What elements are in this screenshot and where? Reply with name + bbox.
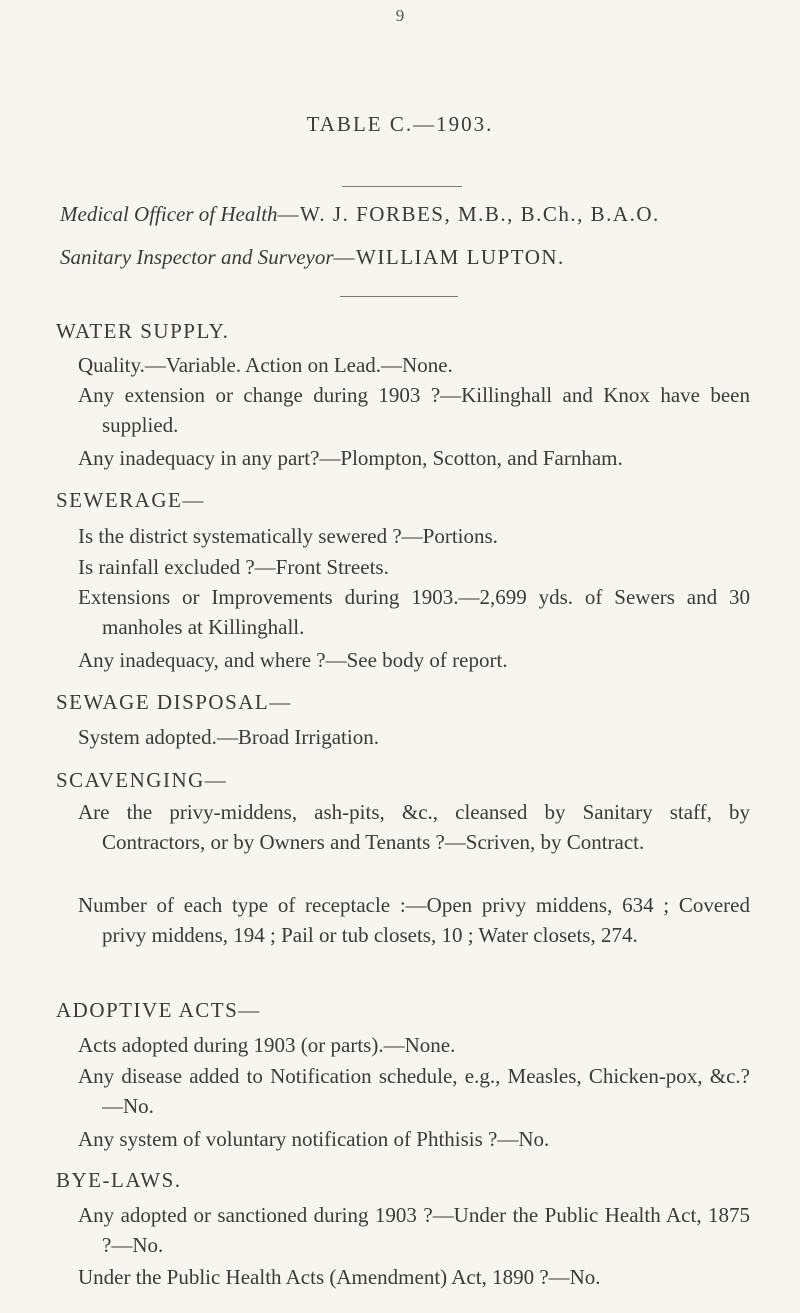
scavenging-cleansing (78, 797, 750, 857)
medical-officer-role: Medical Officer of Health (60, 202, 278, 226)
sanitary-inspector-name: —WILLIAM LUPTON. (333, 245, 565, 269)
scavenging-heading: SCAVENGING— (56, 768, 228, 792)
scavenging-receptacles (78, 890, 750, 950)
medical-officer-name: —W. J. FORBES, M.B., B.Ch., B.A.O. (277, 202, 660, 226)
water-extension (78, 380, 750, 440)
scavenging-cleansing-text: Are the privy-middens, ash-pits, &c., cleansed by Sanitary staff, by Contractors, or by Owners and Tenants ?—Scriven, by Contract. (78, 800, 750, 854)
divider-rule (340, 296, 458, 297)
acts-adopted: Acts adopted during 1903 (or parts).—None. (78, 1033, 456, 1057)
water-extension-text: Any extension or change during 1903 ?—Killinghall and Knox have been supplied. (78, 383, 750, 437)
acts-notification-text: Any disease added to Notification schedule, e.g., Measles, Chicken-pox, &c.?—No. (78, 1064, 750, 1118)
bye-laws-amendment: Under the Public Health Acts (Amendment) Act, 1890 ?—No. (78, 1265, 601, 1289)
water-inadequacy: Any inadequacy in any part?—Plompton, Scotton, and Farnham. (78, 446, 623, 470)
acts-notification (78, 1061, 750, 1121)
sewage-disposal-heading: SEWAGE DISPOSAL— (56, 690, 292, 714)
sanitary-inspector-role: Sanitary Inspector and Surveyor (60, 245, 334, 269)
sewerage-extensions (78, 582, 750, 642)
water-supply-heading: WATER SUPPLY. (56, 319, 230, 343)
sewerage-extensions-text: Extensions or Improvements during 1903.—2,699 yds. of Sewers and 30 manholes at Killinghall. (78, 585, 750, 639)
sewerage-rainfall: Is rainfall excluded ?—Front Streets. (78, 555, 389, 579)
bye-laws-adopted-text: Any adopted or sanctioned during 1903 ?—Under the Public Health Act, 1875 ?—No. (78, 1203, 750, 1257)
medical-officer-line (60, 202, 660, 227)
sewerage-systematic: Is the district systematically sewered ?—Portions. (78, 524, 498, 548)
acts-phthisis: Any system of voluntary notification of Phthisis ?—No. (78, 1127, 550, 1151)
divider-rule (342, 186, 462, 187)
sewage-system: System adopted.—Broad Irrigation. (78, 725, 379, 749)
adoptive-acts-heading: ADOPTIVE ACTS— (56, 998, 261, 1022)
bye-laws-heading: BYE-LAWS. (56, 1168, 182, 1192)
water-quality: Quality.—Variable. Action on Lead.—None. (78, 353, 453, 377)
bye-laws-adopted (78, 1200, 750, 1260)
scavenging-receptacles-text: Number of each type of receptacle :—Open privy middens, 634 ; Covered privy middens, 194 ; Pail or tub closets, 10 ; Water closets, 274. (78, 893, 750, 947)
page-number: 9 (395, 6, 405, 25)
sewerage-heading: SEWERAGE— (56, 488, 205, 512)
table-title: TABLE C.—1903. (306, 112, 494, 136)
sewerage-inadequacy: Any inadequacy, and where ?—See body of report. (78, 648, 508, 672)
sanitary-inspector-line (60, 245, 565, 270)
